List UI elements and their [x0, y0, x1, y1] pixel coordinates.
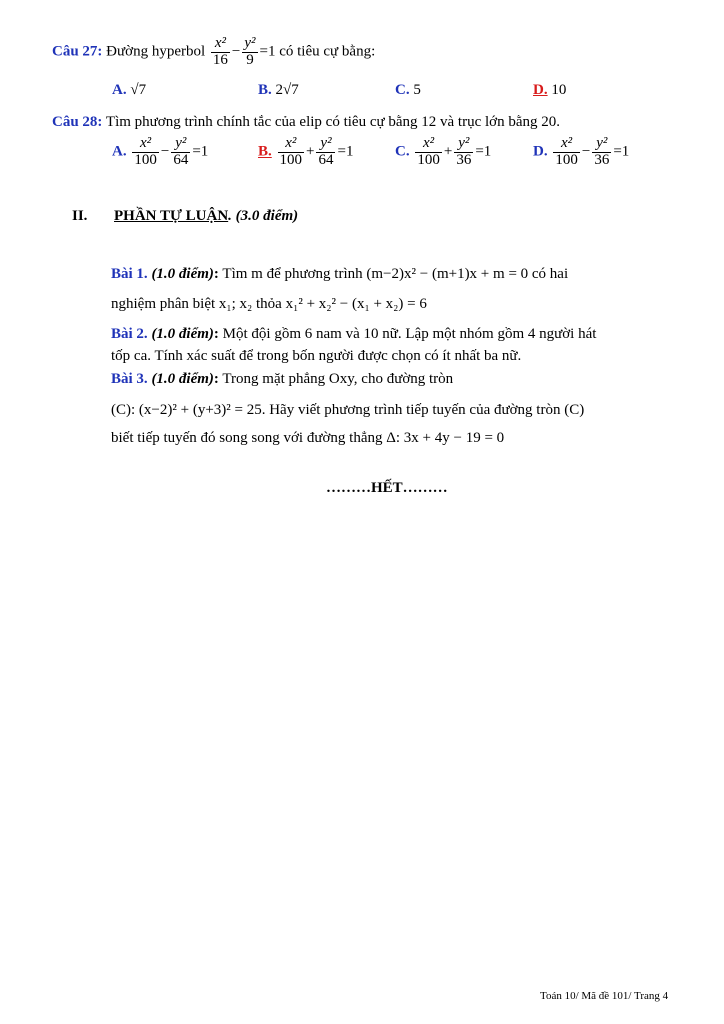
question-27-option-b[interactable]: B. 2√7 [258, 82, 299, 98]
fraction-x2-16: $\frac{\text{x²}}{16}$ [212, 35, 228, 68]
problem-2-label: Bài 2. [111, 326, 148, 342]
correct-answer-marker: D. [533, 82, 548, 98]
question-27-text-before: Đường hyperbol [106, 43, 206, 60]
problem-1-line-2: nghiệm phân biệt x₁; x₂ thỏa x₁² + x₂² − (x₁ + x₂) = 6 [111, 296, 427, 312]
question-27-option-d[interactable]: D. 10 [533, 82, 567, 98]
section-title: PHẦN TỰ LUẬN. (3.0 điểm) [114, 208, 299, 224]
question-28-label: Câu 28: [52, 114, 103, 130]
question-27-option-c[interactable]: C. 5 [395, 82, 421, 98]
question-28-text: Tìm phương trình chính tắc của elip có tiêu cự bằng 12 và trục lớn bằng 20. [105, 114, 560, 130]
fraction-y2-9: $\frac{\text{y²}}{9}$ [244, 35, 256, 68]
question-28-option-a[interactable]: A. $\frac{\text{x²}}{100}$ − $\frac{\text{y²}}{64}$ =1 [112, 135, 209, 168]
page-footer: Toán 10/ Mã đề 101/ Trang 4 [540, 990, 669, 1002]
question-28-option-c[interactable]: C. $\frac{\text{x²}}{100}$ + $\frac{\text{y²}}{36}$ =1 [395, 135, 492, 168]
end-marker: ………HẾT……… [326, 480, 448, 496]
problem-3-line-2: (C): (x−2)² + (y+3)² = 25. Hãy viết phương trình tiếp tuyến của đường tròn (C) [111, 402, 585, 418]
problem-3-line-3: biết tiếp tuyến đó song song với đường thẳng Δ: 3x + 4y − 19 = 0 [111, 430, 505, 446]
problem-1-line-1: Bài 1. (1.0 điểm): Tìm m để phương trình (m−2)x² − (m+1)x + m = 0 có hai [111, 266, 569, 282]
problem-3-line-1: Bài 3. (1.0 điểm): Trong mặt phẳng Oxy, cho đường tròn [111, 371, 454, 387]
question-28-stem [52, 114, 560, 131]
question-27-stem: Câu 27: Đường hyperbol $\frac{\text{x²}}{16}$ − $\frac{\text{y²}}{9}$ =1 có tiêu cự bằng: [52, 35, 376, 68]
correct-answer-marker: B. [258, 143, 272, 160]
question-27-option-a[interactable]: A. √7 [112, 82, 147, 98]
problem-1-label: Bài 1. [111, 266, 148, 282]
question-27-label: Câu 27: [52, 43, 103, 60]
section-number: II. [72, 208, 88, 224]
problem-3-label: Bài 3. [111, 371, 148, 387]
question-28-option-b[interactable]: B. $\frac{\text{x²}}{100}$ + $\frac{\text{y²}}{64}$ =1 [258, 135, 354, 168]
question-28-option-d[interactable]: D. $\frac{\text{x²}}{100}$ − $\frac{\text{y²}}{36}$ =1 [533, 135, 630, 168]
problem-2-line-1: Bài 2. (1.0 điểm): Một đội gồm 6 nam và 10 nữ. Lập một nhóm gồm 4 người hát [111, 326, 597, 342]
problem-2-line-2: tốp ca. Tính xác suất để trong bốn người được chọn có ít nhất ba nữ. [111, 348, 522, 364]
question-27-text-after: có tiêu cự bằng: [279, 43, 376, 60]
